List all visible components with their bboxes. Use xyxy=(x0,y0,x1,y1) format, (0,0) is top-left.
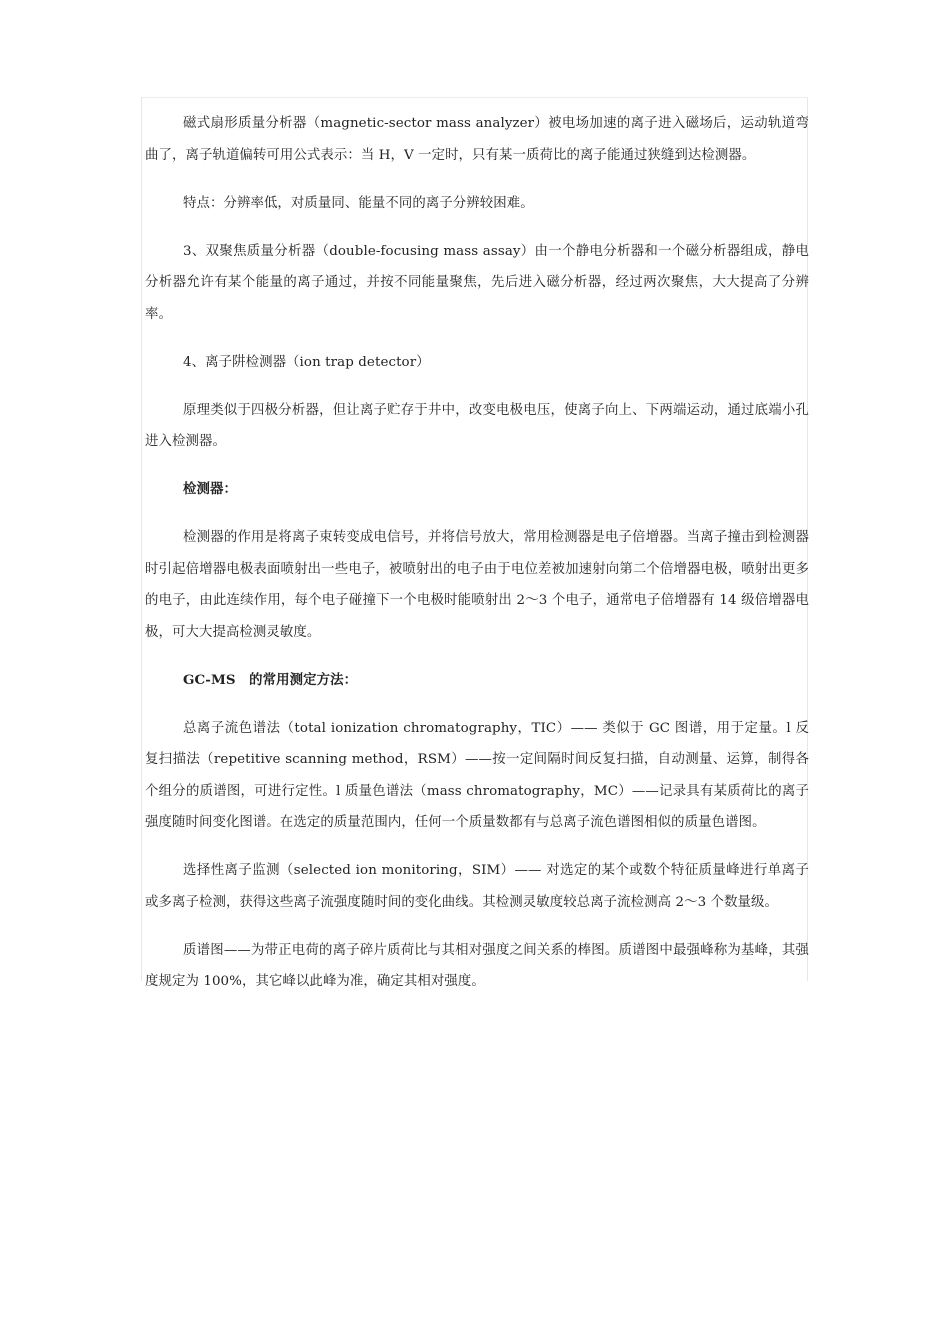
paragraph-features: 特点：分辨率低，对质量同、能量不同的离子分辨较困难。 xyxy=(183,195,534,211)
paragraph-ion-trap: 4、离子阱检测器（ion trap detector） xyxy=(183,354,430,370)
paragraph-double-focusing: 3、双聚焦质量分析器（double-focusing mass assay）由一个静电分析器和一个磁分析器组成，静电分析器允许有某个能量的离子通过，并按不同能量聚焦，先后进入磁分析器，经过两次聚焦，大大提高了分辨率。 xyxy=(145,243,809,322)
paragraph-tic: 总离子流色谱法（total ionization chromatography，TIC）—— 类似于 GC 图谱，用于定量。l 反复扫描法（repetitive scanning method，RSM）——按一定间隔时间反复扫描，自动测量、运算，制得各个组分的质谱图，可进行定性。l 质量色谱法（mass chromatography，MC）——记录具有某质荷比的离子强度随时间变化图谱。在选定的质量范围内，任何一个质量数都有与总离子流色谱图相似的质量色谱图。 xyxy=(145,720,809,830)
paragraph-detector: 检测器的作用是将离子束转变成电信号，并将信号放大，常用检测器是电子倍增器。当离子撞击到检测器时引起倍增器电极表面喷射出一些电子，被喷射出的电子由于电位差被加速射向第二个倍增器电极，喷射出更多的电子，由此连续作用，每个电子碰撞下一个电极时能喷射出 2～3 个电子，通常电子倍增器有 14 级倍增器电极，可大大提高检测灵敏度。 xyxy=(145,530,809,640)
paragraph-ion-trap-principle: 原理类似于四极分析器，但让离子贮存于井中，改变电极电压，使离子向上、下两端运动，通过底端小孔进入检测器。 xyxy=(145,402,809,449)
heading-gcms-methods: GC-MS 的常用测定方法： xyxy=(183,671,358,688)
paragraph-sim: 选择性离子监测（selected ion monitoring，SIM）—— 对选定的某个或数个特征质量峰进行单离子或多离子检测，获得这些离子流强度随时间的变化曲线。其检测灵敏度较总离子流检测高 2～3 个数量级。 xyxy=(145,863,809,910)
document-body xyxy=(145,108,809,1014)
paragraph-magnetic-sector: 磁式扇形质量分析器（magnetic-sector mass analyzer）被电场加速的离子进入磁场后，运动轨道弯曲了，离子轨道偏转可用公式表示：当 H，V 一定时，只有某一质荷比的离子能通过狭缝到达检测器。 xyxy=(145,116,809,163)
paragraph-mass-spectrum: 质谱图——为带正电荷的离子碎片质荷比与其相对强度之间关系的棒图。质谱图中最强峰称为基峰，其强度规定为 100%，其它峰以此峰为准，确定其相对强度。 xyxy=(145,942,809,989)
heading-detector: 检测器： xyxy=(183,481,237,497)
